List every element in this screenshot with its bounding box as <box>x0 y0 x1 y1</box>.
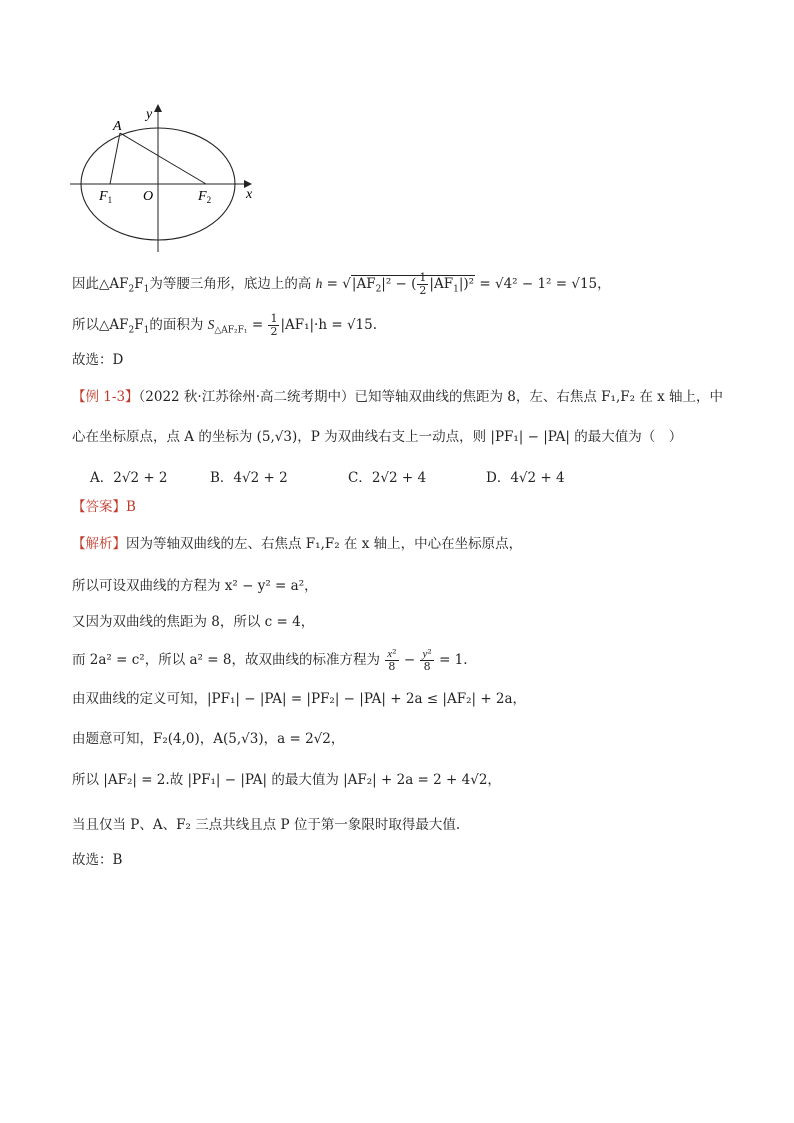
example-tag: 【例 1-3】 <box>72 389 139 405</box>
label-A: A <box>113 119 122 134</box>
analysis-line-5: 由双曲线的定义可知，|PF₁| − |PA| = |PF₂| − |PA| + 2a ≤ |AF₂| + 2a， <box>72 691 527 707</box>
analysis-tag: 【解析】 <box>72 536 126 552</box>
l2-a: 的面积为 <box>149 317 204 333</box>
l1-a: 为等腰三角形，底边上的高 <box>149 276 312 292</box>
label-F1: $F_1$ <box>99 189 113 205</box>
example-line-1 <box>72 387 723 407</box>
option-b[interactable]: B．4√2 + 2 <box>210 470 288 486</box>
y-axis-arrow <box>154 104 162 112</box>
label-F2: $F_2$ <box>198 189 212 205</box>
a4-post: = 1. <box>439 652 468 668</box>
analysis-line-3: 又因为双曲线的焦距为 8，所以 c = 4， <box>72 614 315 630</box>
option-c[interactable]: C．2√2 + 4 <box>348 470 427 486</box>
l2-result: |AF₁|·h = √15. <box>280 317 378 333</box>
analysis-line-6: 由题意可知，F₂(4,0)，A(5,√3)，a = 2√2， <box>72 731 345 747</box>
label-y: y <box>146 107 153 122</box>
analysis-line-2: 所以可设双曲线的方程为 x² − y² = a²， <box>72 578 318 594</box>
label-O: O <box>143 189 154 204</box>
answer-line: 【答案】B <box>72 499 136 515</box>
analysis-line-1 <box>72 534 522 554</box>
analysis-line-8: 当且仅当 P、A、F₂ 三点共线且点 P 位于第一象限时取得最大值. <box>72 817 461 833</box>
option-d[interactable]: D．4√2 + 4 <box>486 470 565 486</box>
example-text-1: （2022 秋·江苏徐州·高二统考期中）已知等轴双曲线的焦距为 8，左、右焦点 F₁,F₂ 在 x 轴上，中 <box>138 389 724 405</box>
ellipse-figure <box>66 100 266 260</box>
a4-pre: 而 2a² = c²，所以 a² = 8，故双曲线的标准方程为 <box>72 652 380 668</box>
area-formula-line: 所以$\triangle AF_2F_1$的面积为 $S_{\triangle AF_2F_1}$ = $\frac{1}{2}$ |AF₁|·h = √15. <box>72 312 378 338</box>
segment-AF2 <box>120 133 206 184</box>
analysis-line-9: 故选：B <box>72 852 123 868</box>
l2-prefix: 所以△AF <box>72 317 129 333</box>
choice-d-line: 故选：D <box>72 352 124 368</box>
analysis-line-4: 而 2a² = c²，所以 a² = 8，故双曲线的标准方程为 $\frac{\text{x²}}{8}$ − $\frac{\text{y²}}{8}$ = 1. <box>72 647 468 673</box>
l1-prefix: 因此△AF <box>72 276 129 292</box>
example-line-2: 心在坐标原点，点 A 的坐标为 (5,√3)，P 为双曲线右支上一动点，则 |PF₁| − |PA| 的最大值为（ ） <box>72 429 683 445</box>
height-formula-line: 因此$\triangle AF_2F_1$为等腰三角形，底边上的高 $h = √|AF_2|^2$ − ( $\frac{1}{2}$ $|AF_1|)^2 = √4^2 - 1^2 = √15$， <box>72 271 611 297</box>
analysis-line-7: 所以 |AF₂| = 2.故 |PF₁| − |PA| 的最大值为 |AF₂| + 2a = 2 + 4√2， <box>72 772 501 788</box>
segment-AF1 <box>110 133 120 184</box>
analysis-text-1: 因为等轴双曲线的左、右焦点 F₁,F₂ 在 x 轴上，中心在坐标原点， <box>126 536 523 552</box>
label-x: x <box>246 187 253 202</box>
l1-result: = √4² − 1² = √15， <box>479 276 611 292</box>
option-a[interactable]: A．2√2 + 2 <box>90 470 168 486</box>
